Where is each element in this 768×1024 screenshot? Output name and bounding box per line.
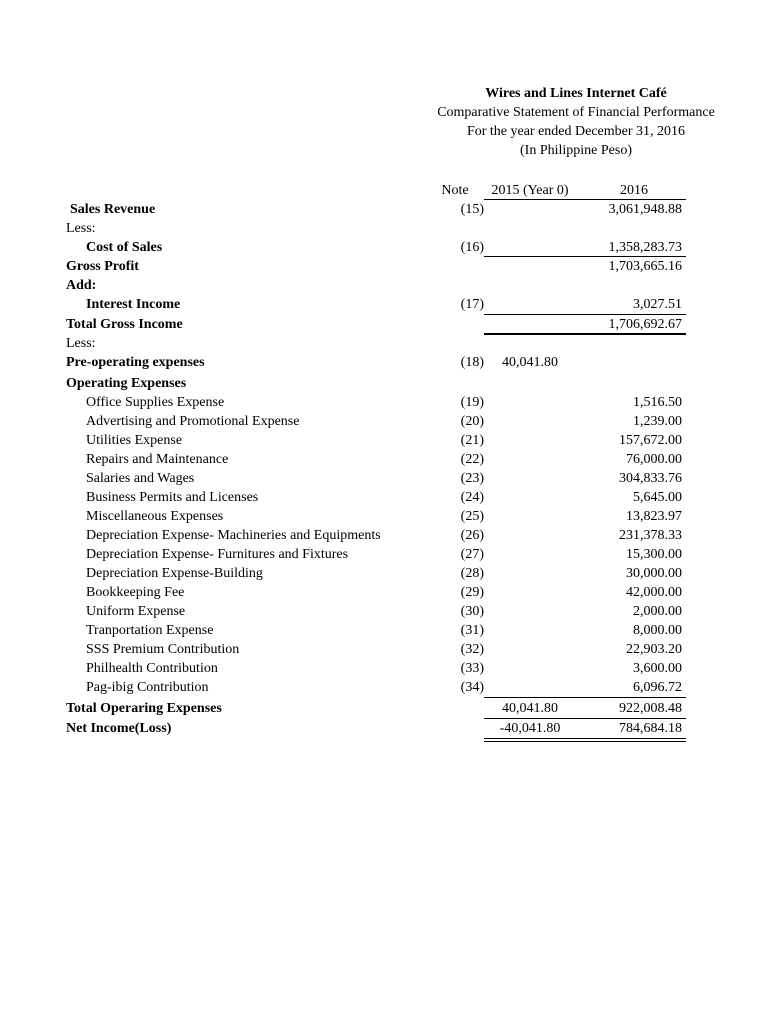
row-note: (17) — [460, 297, 484, 312]
row-label: Total Gross Income — [66, 317, 183, 332]
row-label: Less: — [66, 336, 96, 351]
row-label: Bookkeeping Fee — [86, 585, 185, 600]
row-label: Utilities Expense — [86, 433, 183, 448]
row-2016-value: 8,000.00 — [633, 623, 682, 638]
row-2016-value: 5,645.00 — [633, 490, 682, 505]
row-2016-value: 3,061,948.88 — [608, 202, 682, 217]
statement-period: For the year ended December 31, 2016 — [466, 124, 686, 139]
row-2015-value: -40,041.80 — [499, 721, 561, 736]
row-note: (27) — [460, 547, 484, 562]
row-label: Depreciation Expense-Building — [86, 566, 263, 581]
row-note: (31) — [460, 623, 484, 638]
row-label: Business Permits and Licenses — [86, 490, 259, 505]
row-note: (18) — [460, 355, 484, 370]
row-2016-value: 231,378.33 — [619, 528, 682, 543]
row-note: (20) — [460, 414, 484, 429]
row-note: (22) — [460, 452, 484, 467]
row-label: Operating Expenses — [66, 376, 187, 391]
currency-note: (In Philippine Peso) — [520, 143, 632, 158]
row-2016-value: 1,706,692.67 — [608, 317, 682, 332]
row-note: (16) — [460, 240, 484, 255]
row-2016-value: 1,703,665.16 — [608, 259, 682, 274]
row-2016-value: 76,000.00 — [626, 452, 682, 467]
row-label: Repairs and Maintenance — [86, 452, 229, 467]
row-label: Gross Profit — [66, 259, 139, 274]
row-label: Cost of Sales — [86, 240, 163, 255]
row-2016-value: 6,096.72 — [633, 680, 682, 695]
row-note: (26) — [460, 528, 484, 543]
row-note: (34) — [460, 680, 484, 695]
column-header-2016: 2016 — [620, 183, 648, 198]
row-2016-value: 922,008.48 — [619, 701, 682, 716]
row-label: Sales Revenue — [70, 202, 156, 217]
row-2016-value: 1,516.50 — [633, 395, 682, 410]
row-2016-value: 13,823.97 — [626, 509, 682, 524]
row-label: Less: — [66, 221, 96, 236]
row-2016-value: 1,239.00 — [633, 414, 682, 429]
column-header-2015: 2015 (Year 0) — [491, 183, 569, 198]
statement-header — [0, 84, 768, 164]
column-header-note: Note — [441, 183, 469, 198]
total-rule — [484, 333, 686, 335]
row-2016-value: 22,903.20 — [626, 642, 682, 657]
row-note: (33) — [460, 661, 484, 676]
row-2016-value: 304,833.76 — [619, 471, 682, 486]
row-2016-value: 157,672.00 — [619, 433, 682, 448]
row-label: Miscellaneous Expenses — [86, 509, 224, 524]
row-label: Total Operaring Expenses — [66, 701, 222, 716]
row-label: Philhealth Contribution — [86, 661, 218, 676]
row-note: (24) — [460, 490, 484, 505]
row-label: Interest Income — [86, 297, 181, 312]
row-2016-value: 784,684.18 — [619, 721, 682, 736]
row-label: Tranportation Expense — [86, 623, 214, 638]
row-note: (19) — [460, 395, 484, 410]
row-2016-value: 3,600.00 — [633, 661, 682, 676]
double-underline-top — [484, 738, 686, 739]
row-note: (15) — [460, 202, 484, 217]
row-label: Add: — [66, 278, 97, 293]
row-note: (23) — [460, 471, 484, 486]
row-label: Uniform Expense — [86, 604, 186, 619]
row-label: Depreciation Expense- Machineries and Equipments — [86, 528, 381, 543]
row-2016-value: 42,000.00 — [626, 585, 682, 600]
row-2016-value: 15,300.00 — [626, 547, 682, 562]
double-underline-bottom — [484, 741, 686, 742]
row-label: Salaries and Wages — [86, 471, 195, 486]
row-note: (32) — [460, 642, 484, 657]
row-note: (29) — [460, 585, 484, 600]
row-note: (21) — [460, 433, 484, 448]
company-name: Wires and Lines Internet Café — [485, 86, 667, 101]
row-label: Office Supplies Expense — [86, 395, 225, 410]
row-note: (30) — [460, 604, 484, 619]
row-2015-value: 40,041.80 — [502, 701, 558, 716]
row-label: SSS Premium Contribution — [86, 642, 240, 657]
row-note: (25) — [460, 509, 484, 524]
row-label: Pag-ibig Contribution — [86, 680, 209, 695]
row-label: Depreciation Expense- Furnitures and Fixtures — [86, 547, 349, 562]
row-2016-value: 2,000.00 — [633, 604, 682, 619]
row-2015-value: 40,041.80 — [502, 355, 558, 370]
row-label: Advertising and Promotional Expense — [86, 414, 300, 429]
row-2016-value: 3,027.51 — [633, 297, 682, 312]
subtotal-rule — [484, 697, 686, 698]
row-2016-value: 1,358,283.73 — [608, 240, 682, 255]
row-2016-value: 30,000.00 — [626, 566, 682, 581]
row-label: Net Income(Loss) — [66, 721, 172, 736]
statement-title: Comparative Statement of Financial Performance — [437, 105, 715, 120]
row-label: Pre-operating expenses — [66, 355, 205, 370]
row-note: (28) — [460, 566, 484, 581]
